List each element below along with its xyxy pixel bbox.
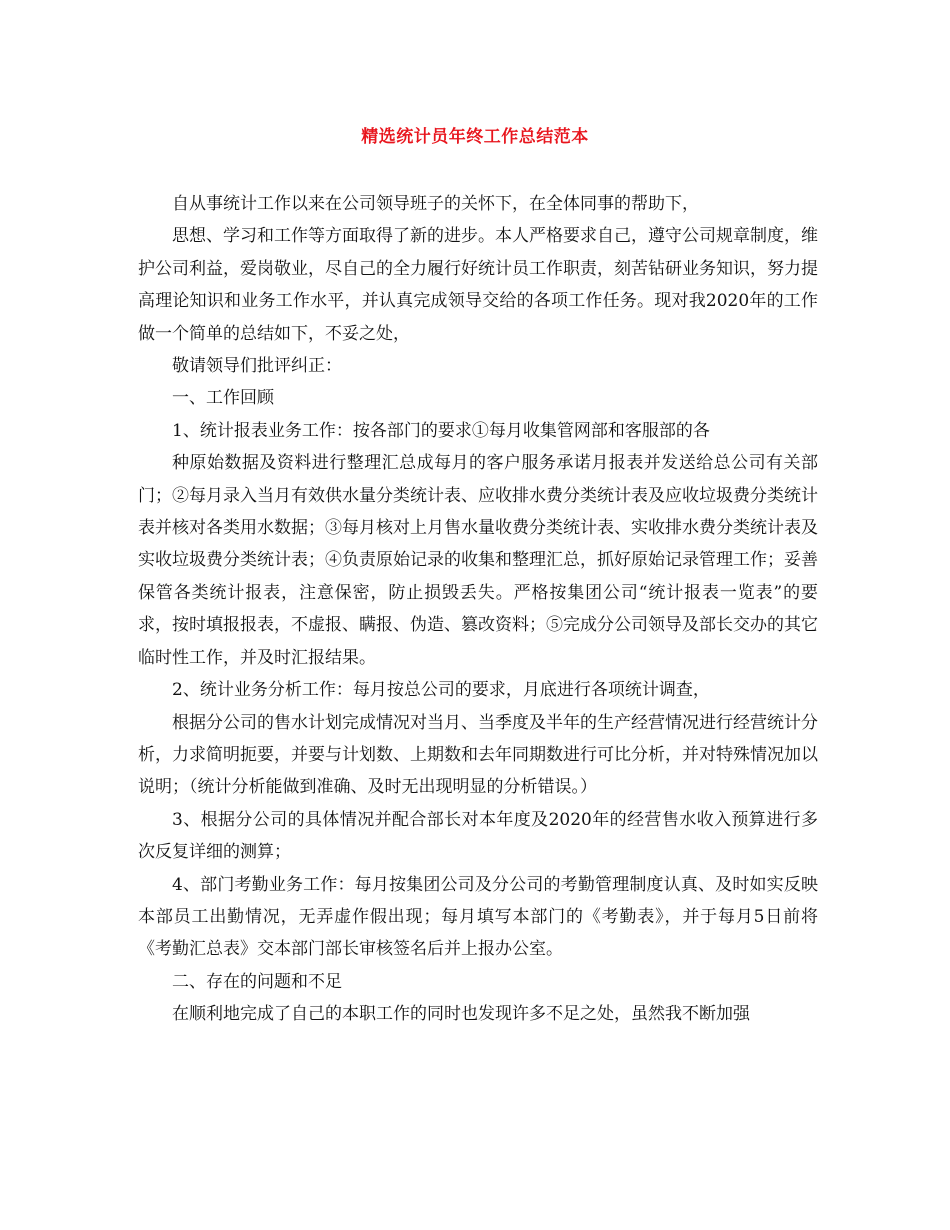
paragraph: 思想、学习和工作等方面取得了新的进步。本人严格要求自己，遵守公司规章制度，维护公司利益，爱岗敬业，尽自己的全力履行好统计员工作职责，刻苦钻研业务知识，努力提高理论知识和业务工作水平，并认真完成领导交给的各项工作任务。现对我2020年的工作做一个简单的总结如下，不妥之处， [138,226,818,344]
paragraph: 1、统计报表业务工作：按各部门的要求①每月收集管网部和客服部的各 [172,420,710,441]
document-title: 精选统计员年终工作总结范本 [361,127,589,147]
paragraph: 4、部门考勤业务工作：每月按集团公司及分公司的考勤管理制度认真、及时如实反映本部员工出勤情况，无弄虚作假出现；每月填写本部门的《考勤表》，并于每月5日前将《考勤汇总表》交本部门部长审核签名后并上报办公室。 [138,874,818,960]
section-heading: 一、工作回顾 [172,388,274,409]
paragraph: 2、统计业务分析工作：每月按总公司的要求，月底进行各项统计调查， [172,680,710,701]
paragraph: 在顺利地完成了自己的本职工作的同时也发现许多不足之处，虽然我不断加强 [172,1004,750,1025]
document-body [138,188,818,1031]
section-heading: 二、存在的问题和不足 [172,971,342,992]
paragraph: 根据分公司的售水计划完成情况对当月、当季度及半年的生产经营情况进行经营统计分析，力求简明扼要，并要与计划数、上期数和去年同期数进行可比分析，并对特殊情况加以说明；（统计分析能做到准确、及时无出现明显的分析错误。） [138,712,818,798]
paragraph: 3、根据分公司的具体情况并配合部长对本年度及2020年的经营售水收入预算进行多次反复详细的测算； [138,809,818,863]
paragraph: 敬请领导们批评纠正： [172,356,342,377]
paragraph: 种原始数据及资料进行整理汇总成每月的客户服务承诺月报表并发送给总公司有关部门；②每月录入当月有效供水量分类统计表、应收排水费分类统计表及应收垃圾费分类统计表并核对各类用水数据；③每月核对上月售水量收费分类统计表、实收排水费分类统计表及实收垃圾费分类统计表；④负责原始记录的收集和整理汇总，抓好原始记录管理工作；妥善保管各类统计报表，注意保密，防止损毁丢失。严格按集团公司“统计报表一览表”的要求，按时填报报表，不虚报、瞒报、伪造、篡改资料；⑤完成分公司领导及部长交办的其它临时性工作，并及时汇报结果。 [138,453,818,668]
paragraph: 自从事统计工作以来在公司领导班子的关怀下，在全体同事的帮助下， [172,194,699,214]
